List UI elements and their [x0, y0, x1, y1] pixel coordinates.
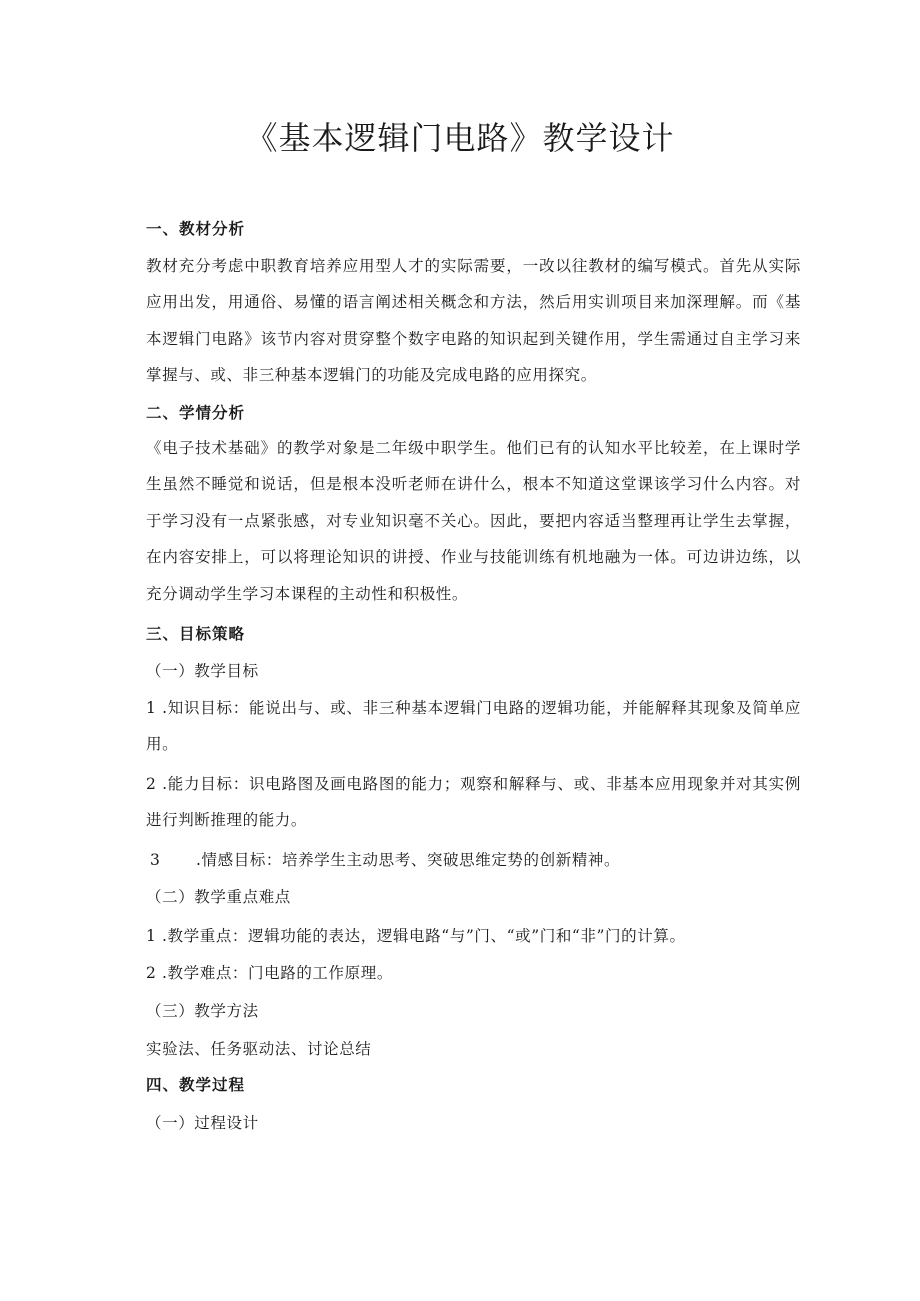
key-point-focus: 1 .教学重点：逻辑功能的表达，逻辑电路“与”门、“或”门和“非”门的计算。 [146, 927, 686, 945]
paragraph-text: 教材充分考虑中职教育培养应用型人才的实际需要，一改以往教材的编写模式。首先从实际应用出发，用通俗、易懂的语言阐述相关概念和方法，然后用实训项目来加深理解。而《基本逻辑门电路》该节内容对贯穿整个数字电路的知识起到关键作用，学生需通过自主学习来掌握与、或、非三种基本逻辑门的功能及完成电路的应用探究。 [146, 257, 801, 385]
section-heading-goal-strategy: 三、目标策略 [146, 625, 246, 643]
subheading-teaching-goals: （一）教学目标 [146, 662, 259, 680]
paragraph-text: 1 .知识目标：能说出与、或、非三种基本逻辑门电路的逻辑功能，并能解释其现象及简单应用。 [146, 699, 801, 754]
goal-emotion-number: 3 [150, 851, 161, 869]
subheading-teaching-methods: （三）教学方法 [146, 1002, 259, 1020]
document-title: 《基本逻辑门电路》教学设计 [245, 119, 675, 157]
section-heading-textbook-analysis: 一、教材分析 [146, 220, 246, 238]
subheading-process-design: （一）过程设计 [146, 1114, 259, 1132]
section-body-textbook-analysis [146, 248, 801, 394]
paragraph-text: 2 .能力目标：识电路图及画电路图的能力；观察和解释与、或、非基本应用现象并对其实例进行判断推理的能力。 [146, 775, 801, 830]
subheading-key-points: （二）教学重点难点 [146, 888, 291, 906]
paragraph-text: 《电子技术基础》的教学对象是二年级中职学生。他们已有的认知水平比较差，在上课时学生虽然不睡觉和说话，但是根本没听老师在讲什么，根本不知道这堂课该学习什么内容。对于学习没有一点紧张感，对专业知识毫不关心。因此，要把内容适当整理再让学生去掌握，在内容安排上，可以将理论知识的讲授、作业与技能训练有机地融为一体。可边讲边练，以充分调动学生学习本课程的主动性和积极性。 [146, 439, 801, 603]
section-heading-learner-analysis: 二、学情分析 [146, 404, 246, 422]
goal-emotion: .情感目标：培养学生主动思考、突破思维定势的创新精神。 [196, 851, 621, 869]
section-body-learner-analysis [146, 430, 801, 612]
key-point-difficulty: 2 .教学难点：门电路的工作原理。 [146, 964, 393, 982]
section-heading-teaching-process: 四、教学过程 [146, 1076, 246, 1094]
goal-ability [146, 766, 801, 839]
goal-knowledge [146, 690, 801, 763]
teaching-methods: 实验法、任务驱动法、讨论总结 [146, 1040, 372, 1058]
